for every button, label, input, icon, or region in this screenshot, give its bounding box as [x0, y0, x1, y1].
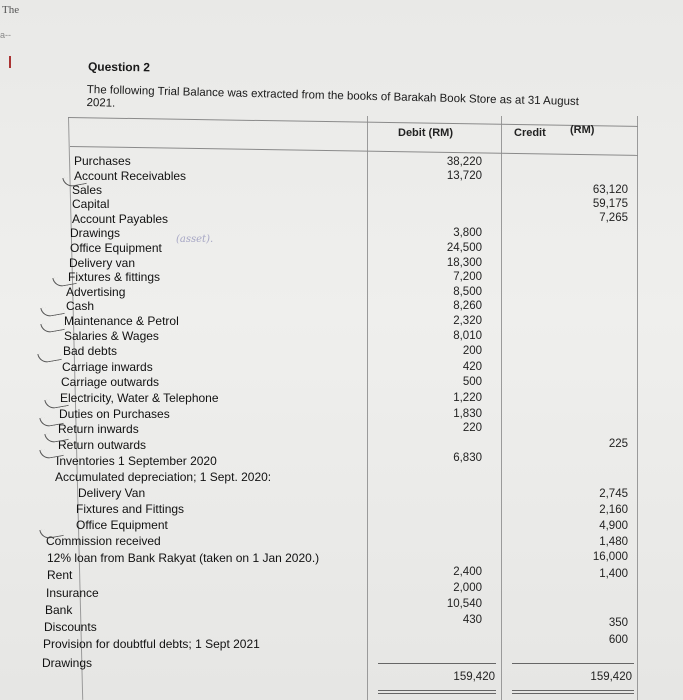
row-debit: 2,320	[453, 315, 482, 327]
row-debit: 500	[462, 376, 482, 388]
row-label: Return outwards	[58, 438, 147, 452]
row-credit: 600	[608, 634, 628, 646]
header-credit: Credit	[514, 127, 546, 139]
corner-mark: a--	[0, 30, 11, 40]
question-title: Question 2	[87, 59, 151, 75]
margin-mark	[9, 56, 11, 68]
row-label: Fixtures and Fittings	[76, 502, 185, 516]
table-right-border	[637, 116, 638, 700]
row-debit: 420	[462, 361, 482, 373]
tick-mark	[40, 304, 64, 318]
row-label: Drawings	[70, 226, 121, 240]
row-credit: 16,000	[592, 551, 628, 563]
row-label: Electricity, Water & Telephone	[60, 391, 219, 405]
row-credit: 1,480	[599, 536, 628, 548]
row-label: Account Receivables	[74, 169, 187, 183]
header-debit: Debit (RM)	[398, 127, 453, 139]
row-label: Office Equipment	[76, 518, 168, 532]
header-divider	[70, 146, 638, 156]
row-debit: 200	[462, 345, 482, 357]
row-label: Return inwards	[58, 422, 139, 436]
row-label: 12% loan from Bank Rakyat (taken on 1 Jan 2020.)	[47, 551, 320, 565]
row-debit: 6,830	[453, 452, 482, 464]
row-label: Account Payables	[72, 212, 169, 226]
row-debit: 220	[462, 422, 482, 434]
row-label: Cash	[66, 299, 95, 313]
question-text: The following Trial Balance was extracted from the books of Barakah Book Store as at 31 August 2021.	[86, 84, 580, 110]
row-label: Rent	[47, 568, 73, 582]
corner-text: The	[2, 4, 20, 16]
row-label: Salaries & Wages	[64, 329, 159, 343]
total-credit: 159,420	[590, 671, 632, 683]
row-credit: 59,175	[592, 198, 628, 210]
row-credit: 63,120	[592, 184, 628, 196]
row-debit: 1,220	[453, 392, 482, 404]
handwritten-note: (asset).	[176, 234, 214, 245]
row-label: Maintenance & Petrol	[64, 314, 179, 328]
row-debit: 430	[462, 614, 482, 626]
total-line-debit-top	[378, 663, 496, 664]
row-label: Insurance	[46, 586, 99, 600]
row-label: Duties on Purchases	[59, 407, 170, 421]
row-label: Office Equipment	[70, 241, 162, 255]
row-label: Sales	[72, 183, 103, 197]
row-debit: 7,200	[453, 271, 482, 283]
row-label: Drawings	[42, 656, 93, 670]
row-credit: 4,900	[599, 520, 628, 532]
tick-mark	[40, 320, 64, 334]
row-label: Fixtures & fittings	[68, 270, 161, 284]
row-label: Capital	[72, 197, 110, 211]
total-line-credit-top	[512, 663, 634, 664]
row-label: Accumulated depreciation; 1 Sept. 2020:	[55, 470, 272, 484]
row-credit: 225	[608, 438, 628, 450]
row-label: Bad debts	[63, 344, 118, 358]
total-line-debit-bottom	[378, 690, 496, 691]
row-debit: 8,500	[453, 286, 482, 298]
total-debit: 159,420	[453, 671, 495, 683]
row-debit: 2,400	[453, 566, 482, 578]
row-label: Discounts	[44, 620, 97, 634]
row-debit: 8,260	[453, 300, 482, 312]
row-label: Purchases	[74, 154, 131, 168]
total-line-credit-bottom	[512, 690, 634, 691]
row-debit: 1,830	[453, 408, 482, 420]
row-label: Provision for doubtful debts; 1 Sept 2021	[43, 637, 260, 651]
row-label: Commission received	[46, 534, 161, 548]
total-line-debit-double	[378, 693, 496, 694]
table-divider-debit	[367, 116, 368, 700]
row-label: Delivery Van	[78, 486, 146, 500]
row-debit: 38,220	[446, 156, 482, 168]
row-credit: 7,265	[599, 212, 628, 224]
row-debit: 13,720	[446, 170, 482, 182]
row-credit: 2,160	[599, 504, 628, 516]
total-line-credit-double	[512, 693, 634, 694]
row-label: Carriage inwards	[62, 360, 153, 374]
row-label: Inventories 1 September 2020	[56, 454, 217, 468]
row-debit: 18,300	[446, 257, 482, 269]
row-debit: 2,000	[453, 582, 482, 594]
row-label: Delivery van	[69, 256, 136, 270]
header-credit-unit: (RM)	[570, 124, 595, 136]
row-credit: 2,745	[599, 488, 628, 500]
row-label: Advertising	[66, 285, 126, 299]
row-debit: 8,010	[453, 330, 482, 342]
table-divider-credit	[501, 116, 502, 700]
row-debit: 3,800	[453, 227, 482, 239]
row-label: Bank	[45, 603, 73, 617]
row-debit: 10,540	[446, 598, 482, 610]
row-credit: 1,400	[599, 568, 628, 580]
row-label: Carriage outwards	[61, 375, 160, 389]
tick-mark	[37, 350, 61, 364]
row-credit: 350	[608, 617, 628, 629]
row-debit: 24,500	[446, 242, 482, 254]
